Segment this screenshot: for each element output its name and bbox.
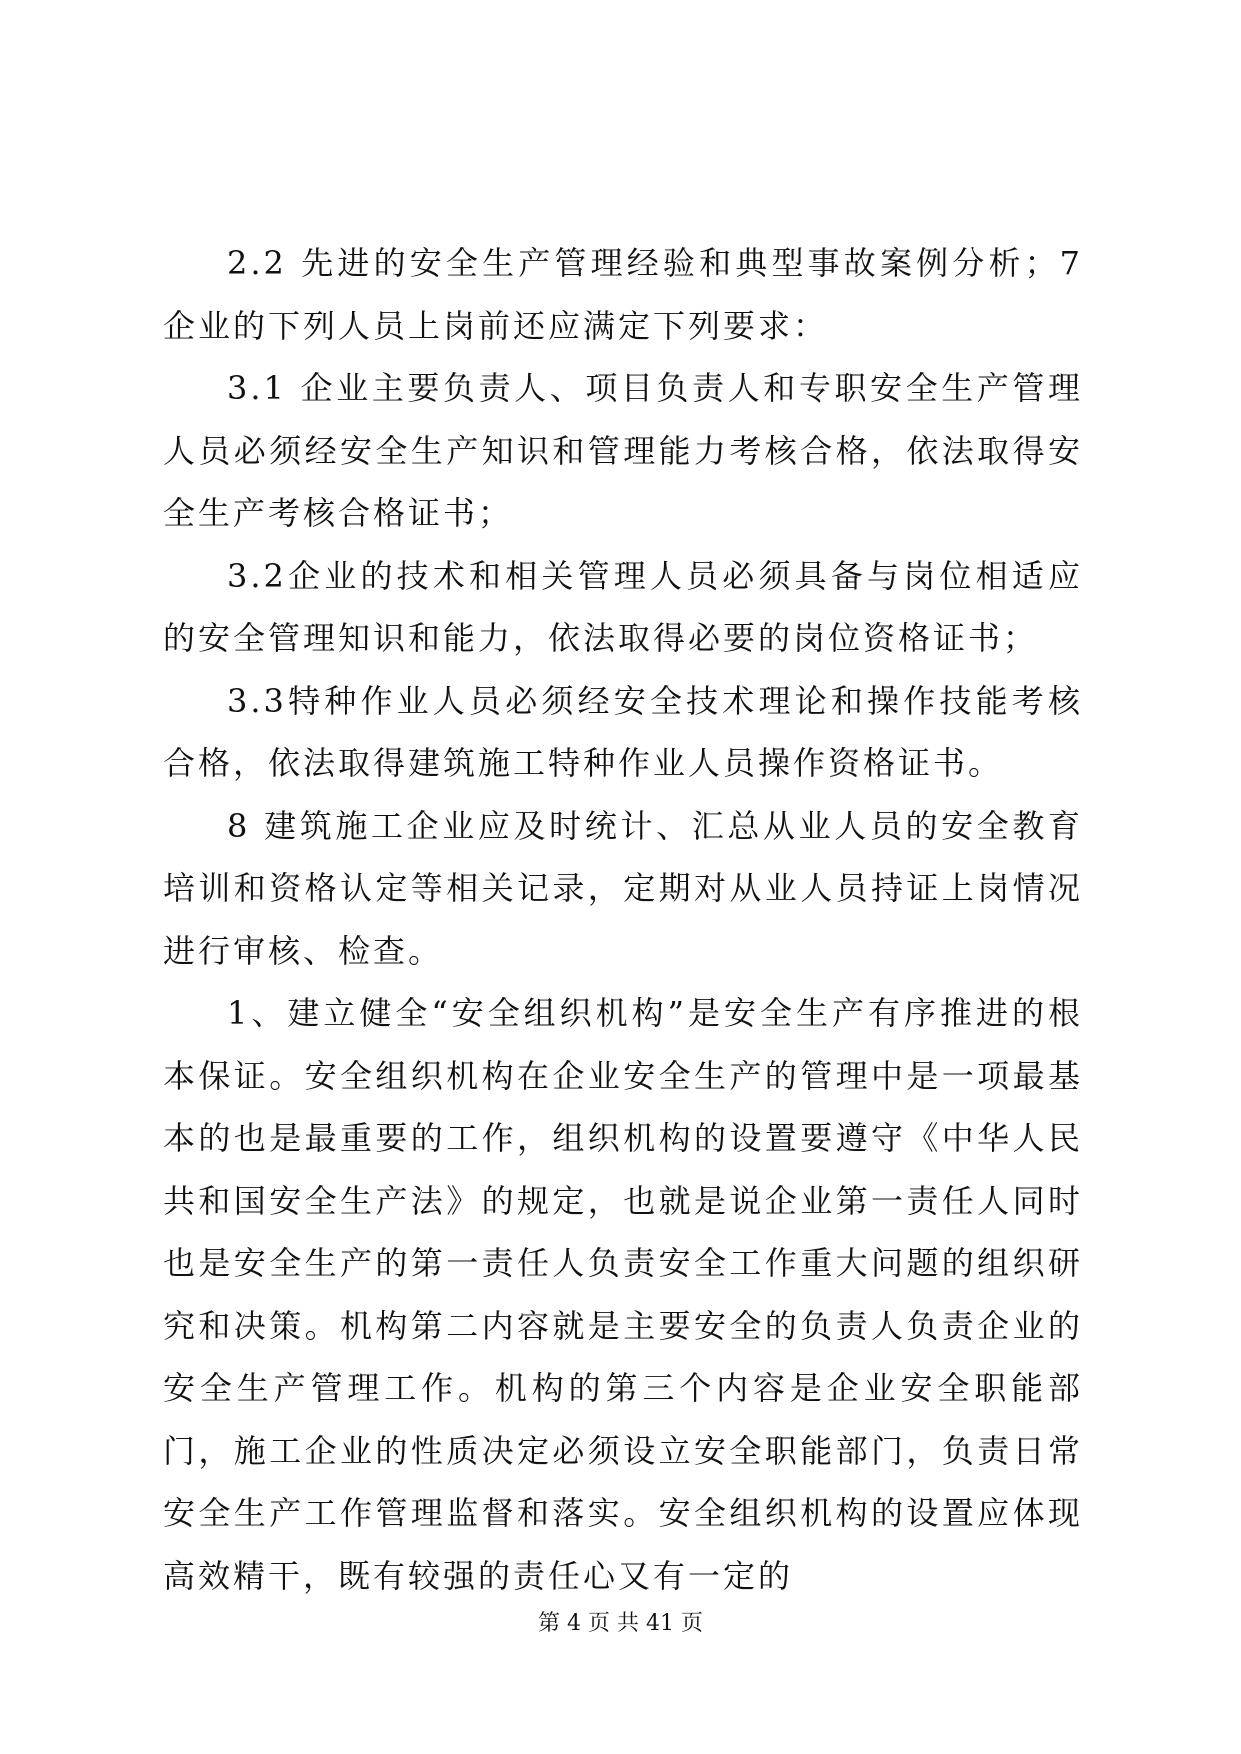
page-number-footer: 第 4 页 共 41 页 [538, 1611, 703, 1636]
paragraph-8: 8 建筑施工企业应及时统计、汇总从业人员的安全教育培训和资格认定等相关记录，定期对从业人员持证上岗情况进行审核、检查。 [163, 806, 1083, 970]
body-text [163, 232, 1083, 1607]
paragraph-safety-organization: 1、建立健全“安全组织机构”是安全生产有序推进的根本保证。安全组织机构在企业安全生产的管理中是一项最基本的也是最重要的工作，组织机构的设置要遵守《中华人民共和国安全生产法》的规定，也就是说企业第一责任人同时也是安全生产的第一责任人负责安全工作重大问题的组织研究和决策。机构第二内容就是主要安全的负责人负责企业的安全生产管理工作。机构的第三个内容是企业安全职能部门，施工企业的性质决定必须设立安全职能部门，负责日常安全生产工作管理监督和落实。安全组织机构的设置应体现高效精干，既有较强的责任心又有一定的 [163, 994, 1083, 1595]
paragraph-3-2: 3.2企业的技术和相关管理人员必须具备与岗位相适应的安全管理知识和能力，依法取得必要的岗位资格证书； [163, 556, 1083, 657]
paragraph-2-2: 2.2 先进的安全生产管理经验和典型事故案例分析；7 企业的下列人员上岗前还应满定下列要求： [163, 244, 1083, 345]
paragraph-3-1: 3.1 企业主要负责人、项目负责人和专职安全生产管理人员必须经安全生产知识和管理能力考核合格，依法取得安全生产考核合格证书； [163, 369, 1083, 532]
paragraph-3-3: 3.3特种作业人员必须经安全技术理论和操作技能考核合格，依法取得建筑施工特种作业人员操作资格证书。 [163, 681, 1083, 782]
